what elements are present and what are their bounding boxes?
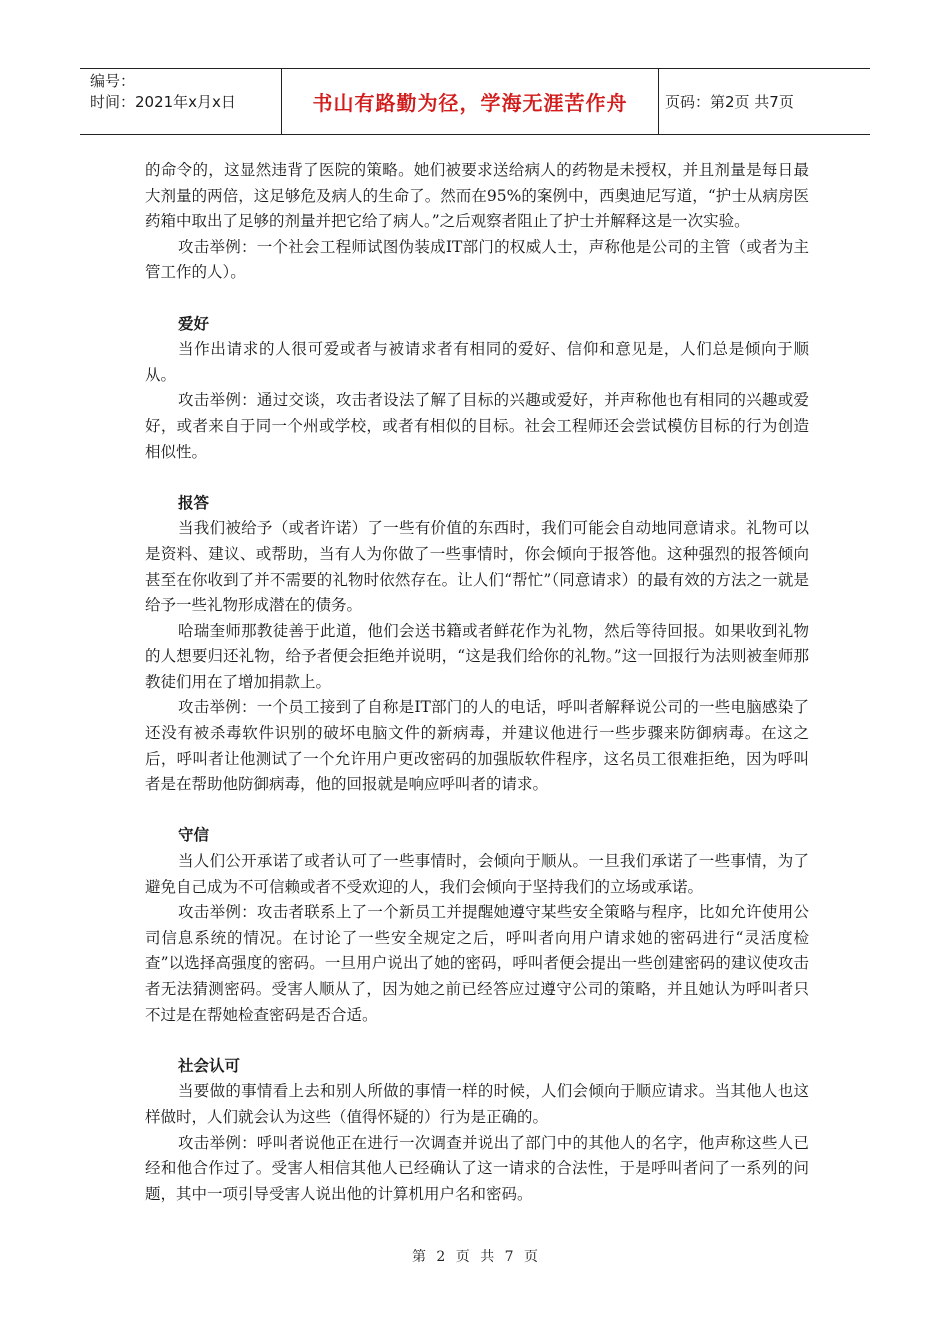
document-date-label: 时间：2021年x月x日 xyxy=(90,93,236,111)
document-body xyxy=(145,158,809,1207)
header-left-cell xyxy=(80,69,282,134)
section-heading: 守信 xyxy=(178,826,210,845)
paragraph: 攻击举例：通过交谈，攻击者设法了解了目标的兴趣或爱好，并声称他也有相同的兴趣或爱好，或者来自于同一个州或学校，或者有相似的目标。社会工程师还会尝试模仿目标的行为创造相似性。 xyxy=(145,391,809,461)
spacer xyxy=(145,465,809,491)
header-motto: 书山有路勤为径，学海无涯苦作舟 xyxy=(312,91,628,115)
spacer xyxy=(145,286,809,312)
paragraph: 当人们公开承诺了或者认可了一些事情时，会倾向于顺从。一旦我们承诺了一些事情，为了避免自己成为不可信赖或者不受欢迎的人，我们会倾向于坚持我们的立场或承诺。 xyxy=(145,852,809,896)
section-heading: 报答 xyxy=(178,493,210,512)
paragraph: 当要做的事情看上去和别人所做的事情一样的时候，人们会倾向于顺应请求。当其他人也这样做时，人们就会认为这些（值得怀疑的）行为是正确的。 xyxy=(145,1082,809,1126)
paragraph: 攻击举例：一个员工接到了自称是IT部门的人的电话，呼叫者解释说公司的一些电脑感染了还没有被杀毒软件识别的破坏电脑文件的新病毒，并建议他进行一些步骤来防御病毒。在这之后，呼叫者让他测试了一个允许用户更改密码的加强版软件程序，这名员工很难拒绝，因为呼叫者是在帮助他防御病毒，他的回报就是响应呼叫者的请求。 xyxy=(145,698,809,794)
header-motto-cell xyxy=(282,69,659,134)
paragraph: 攻击举例：一个社会工程师试图伪装成IT部门的权威人士，声称他是公司的主管（或者为主管工作的人）。 xyxy=(145,237,809,282)
header-page-number: 页码：第2页 共7页 xyxy=(665,93,794,111)
spacer xyxy=(145,798,809,824)
paragraph: 哈瑞奎师那教徒善于此道，他们会送书籍或者鲜花作为礼物，然后等待回报。如果收到礼物的人想要归还礼物，给予者便会拒绝并说明，“这是我们给你的礼物。”这一回报行为法则被奎师那教徒们用在了增加捐款上。 xyxy=(145,621,809,691)
paragraph: 攻击举例：呼叫者说他正在进行一次调查并说出了部门中的其他人的名字，他声称这些人已经和他合作过了。受害人相信其他人已经确认了这一请求的合法性，于是呼叫者问了一系列的问题，其中一项引导受害人说出他的计算机用户名和密码。 xyxy=(145,1133,809,1203)
spacer xyxy=(145,1028,809,1054)
paragraph: 当我们被给予（或者许诺）了一些有价值的东西时，我们可能会自动地同意请求。礼物可以是资料、建议、或帮助，当有人为你做了一些事情时，你会倾向于报答他。这种强烈的报答倾向甚至在你收到了并不需要的礼物时依然存在。让人们“帮忙”（同意请求）的最有效的方法之一就是给予一些礼物形成潜在的债务。 xyxy=(145,519,809,615)
paragraph: 当作出请求的人很可爱或者与被请求者有相同的爱好、信仰和意见是，人们总是倾向于顺从。 xyxy=(145,340,809,384)
document-number-label: 编号： xyxy=(90,72,136,90)
section-heading: 爱好 xyxy=(178,314,210,333)
paragraph: 的命令的，这显然违背了医院的策略。她们被要求送给病人的药物是未授权，并且剂量是每日最大剂量的两倍，这足够危及病人的生命了。然而在95%的案例中，西奥迪尼写道，“护士从病房医药箱中取出了足够的剂量并把它给了病人。”之后观察者阻止了护士并解释这是一次实验。 xyxy=(145,161,809,231)
page-header-table xyxy=(80,68,870,135)
page-footer: 第 2 页 共 7 页 xyxy=(411,1249,539,1265)
header-page-cell xyxy=(659,69,870,134)
section-heading: 社会认可 xyxy=(178,1056,241,1075)
paragraph: 攻击举例：攻击者联系上了一个新员工并提醒她遵守某些安全策略与程序，比如允许使用公司信息系统的情况。在讨论了一些安全规定之后，呼叫者向用户请求她的密码进行“灵活度检查”以选择高强度的密码。一旦用户说出了她的密码，呼叫者便会提出一些创建密码的建议使攻击者无法猜测密码。受害人顺从了，因为她之前已经答应过遵守公司的策略，并且她认为呼叫者只不过是在帮她检查密码是否合适。 xyxy=(145,903,809,1024)
